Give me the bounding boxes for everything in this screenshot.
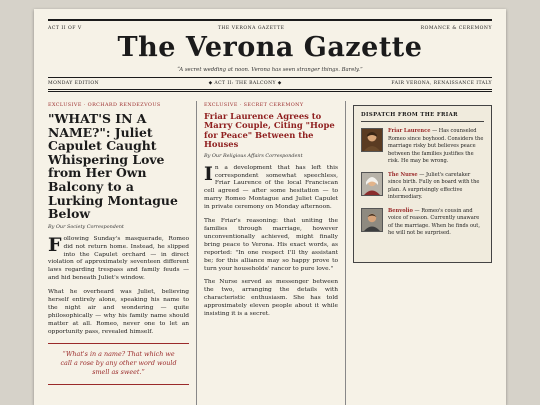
character-entry bbox=[361, 172, 484, 202]
act-label: ACT II OF V bbox=[48, 26, 82, 31]
article-paragraph: What he overheard was Juliet, believing herself entirely alone, speaking his name to the night air and wondering — quite philosophically — why his family name should matter at all. Romeo, never one to let an opportunity pass, revealed himself. bbox=[48, 289, 189, 335]
character-desc: — Romeo's cousin and voice of reason. Currently unaware of the marriage. When he finds out, he will not be surprised. bbox=[388, 207, 480, 236]
paragraph-text: n a development that has left this correspondent somewhat speechless, Friar Laurence of the local Franciscan cell agreed — after some hesitation — to marry Romeo Montague and Juliet Capulet in private ceremony on Monday afternoon. bbox=[204, 164, 338, 211]
edition-rule-thin bbox=[48, 91, 492, 92]
newspaper-page bbox=[34, 9, 506, 405]
article-headline: Friar Laurence Agrees to Marry Couple, Citing "Hope for Peace" Between the Houses bbox=[204, 111, 335, 150]
article-paragraph: The Friar's reasoning: that uniting the families through marriage, however unconventionally achieved, might finally bring peace to Verona. His exact words, as reported: "In one respect I'll thy assistant be; for this alliance may so happy prove to turn your households' rancor to pure love." bbox=[204, 218, 338, 272]
masthead-title: The Verona Gazette bbox=[117, 32, 423, 63]
article-paragraph: The Nurse served as messenger between the two, arranging the details with characteristic enthusiasm. She has told approximately eleven people about it while insisting it is a secret. bbox=[204, 279, 338, 318]
sidebar-dispatch bbox=[353, 105, 492, 263]
drop-cap: I bbox=[204, 162, 213, 185]
article-byline: By Our Society Correspondent bbox=[48, 223, 124, 230]
article-paragraph bbox=[204, 162, 338, 212]
character-desc: — Has counseled Romeo since boyhood. Considers the marriage risky but believes peace between the families justifies the risk. He may be wrong. bbox=[388, 128, 484, 164]
paper-name-small: THE VERONA GAZETTE bbox=[217, 26, 285, 31]
character-desc: — Juliet's caretaker since birth. Fully on board with the plan. A surprisingly effective intermediary. bbox=[388, 171, 480, 200]
article-body bbox=[204, 162, 338, 319]
scene-label: ◆ ACT II: THE BALCONY ◆ bbox=[208, 81, 282, 86]
article-ceremony bbox=[204, 102, 338, 325]
article-byline: By Our Religious Affairs Correspondent bbox=[204, 152, 303, 159]
column-divider bbox=[345, 101, 346, 405]
top-meta-row bbox=[48, 26, 492, 31]
edition-row bbox=[48, 81, 492, 86]
friar-portrait bbox=[361, 128, 383, 152]
pull-quote: “What's in a name? That which we call a rose by any other word would smell as sweet.” bbox=[48, 343, 189, 385]
article-paragraph bbox=[48, 233, 189, 283]
edition-label: MONDAY EDITION bbox=[48, 81, 99, 86]
place-label: FAIR VERONA, RENAISSANCE ITALY bbox=[391, 81, 492, 86]
section-label: ROMANCE & CEREMONY bbox=[420, 26, 492, 31]
article-kicker: EXCLUSIVE · ORCHARD RENDEZVOUS bbox=[48, 102, 161, 108]
article-balcony bbox=[48, 102, 189, 385]
top-rule bbox=[48, 19, 492, 21]
article-body bbox=[48, 233, 189, 337]
nurse-portrait bbox=[361, 172, 383, 196]
character-name: Benvolio bbox=[388, 207, 413, 214]
article-headline: "WHAT'S IN A NAME?": Juliet Capulet Caught Whispering Love from Her Own Balcony to a Lurking Montague Below bbox=[48, 111, 178, 222]
character-name: The Nurse bbox=[388, 171, 418, 178]
character-entry bbox=[361, 128, 484, 166]
paragraph-text: ollowing Sunday's masquerade, Romeo did not return home. Instead, he slipped into the Capulet orchard — in direct violation of approximately seventeen different laws regarding trespass and family feuds — and hid beneath Juliet's window. bbox=[48, 235, 189, 282]
article-kicker: EXCLUSIVE · SECRET CEREMONY bbox=[204, 102, 304, 108]
character-entry bbox=[361, 208, 484, 238]
drop-cap: F bbox=[48, 233, 62, 256]
benvolio-portrait bbox=[361, 208, 383, 232]
masthead-rule bbox=[48, 77, 492, 78]
column-divider bbox=[196, 101, 197, 405]
edition-rule bbox=[48, 89, 492, 90]
character-name: Friar Laurence bbox=[388, 128, 431, 134]
masthead-motto: “A secret wedding at noon. Verona has seen stranger things. Barely.” bbox=[177, 67, 363, 73]
sidebar-title: DISPATCH FROM THE FRIAR bbox=[361, 112, 484, 122]
